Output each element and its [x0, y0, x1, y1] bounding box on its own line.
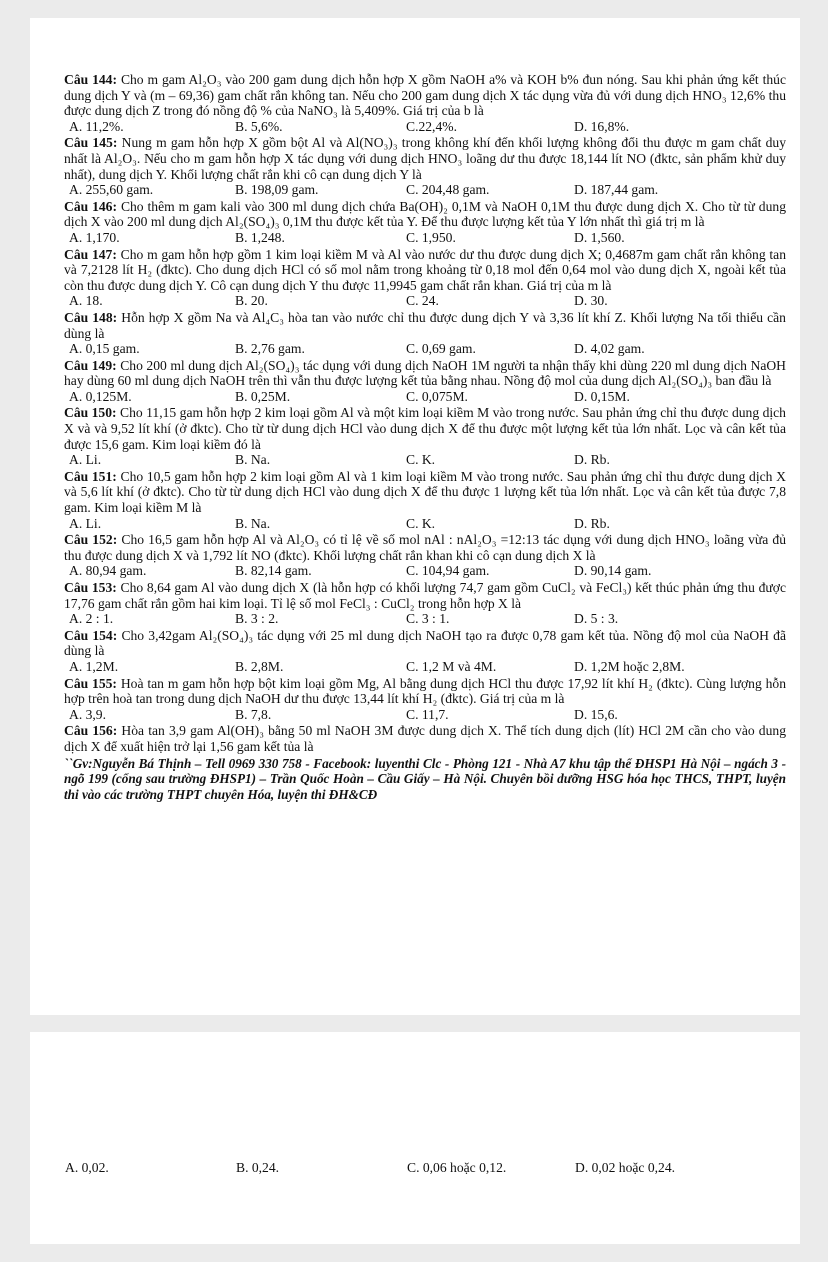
option-b: B. 3 : 2.: [235, 611, 279, 627]
question-number: Câu 144:: [64, 72, 118, 87]
option-c: C. 0,075M.: [406, 388, 468, 404]
option-a: A. 1,170.: [69, 229, 120, 245]
option-c: C. 104,94 gam.: [406, 563, 490, 579]
option-b: B. 20.: [235, 293, 268, 309]
option-b: B. 198,09 gam.: [235, 182, 319, 198]
question-155: [64, 676, 786, 723]
question-153: [64, 580, 786, 627]
option-c: C. 204,48 gam.: [406, 182, 490, 198]
option-b: B. 0,24.: [236, 1160, 280, 1175]
option-d: D. 30.: [574, 293, 608, 309]
answer-options: [64, 563, 786, 579]
question-number: Câu 146:: [64, 198, 118, 214]
option-d: D. Rb.: [574, 515, 610, 531]
question-156: [64, 723, 786, 754]
option-a: A. 0,125M.: [69, 388, 132, 404]
question-text: Cho 3,42gam Al₂(SO₄)₃ tác dụng với 25 ml dung dịch NaOH tạo ra được 0,78 gam kết tủa. Nồng độ mol của NaOH đã dùng là: [64, 627, 786, 659]
document-page-2: [30, 1032, 800, 1244]
option-d: D. Rb.: [574, 452, 610, 468]
question-text: Cho m gam hỗn hợp gồm 1 kim loại kiềm M và Al vào nước dư thu được dung dịch X; 0,4687m gam chất rắn không tan và 7,2128 lít H₂ (đktc). Cho dung dịch HCl có số mol nằm trong khoảng từ 0,18 mol đến 0,64 mol vào dung dịch X, ngoài kết tủa còn thu được dung dịch Y. Cô cạn dung dịch Y thu được 11,9945 gam chất rắn khan. Giá trị của m là: [64, 246, 786, 293]
option-c: C. 0,06 hoặc 0,12.: [407, 1160, 507, 1175]
option-c: C. 1,950.: [406, 229, 456, 245]
question-text: Hòa tan 3,9 gam Al(OH)₃ bằng 50 ml NaOH 3M được dung dịch X. Thể tích dung dịch (lít) HCl 2M cần cho vào dung dịch X để xuất hiện trở lại 1,56 gam kết tủa là: [64, 723, 786, 754]
question-list: [64, 72, 786, 755]
answer-options: [64, 389, 786, 405]
question-number: Câu 149:: [64, 357, 117, 373]
option-c: C. K.: [406, 515, 436, 531]
answer-options: [64, 119, 786, 135]
option-a: A. 255,60 gam.: [69, 182, 154, 198]
option-d: D. 16,8%.: [574, 118, 630, 134]
option-a: A. 0,15 gam.: [69, 341, 140, 357]
option-a: A. Li.: [69, 452, 102, 468]
question-text: Cho m gam Al₂O₃ vào 200 gam dung dịch hỗn hợp X gồm NaOH a% và KOH b% đun nóng. Sau khi phản ứng kết thúc dung dịch Y và (m – 69,36) gam chất rắn không tan. Nếu cho 200 gam dung dịch X tác dụng vừa đủ với dung dịch HNO₃ 12,6% thu được dung dịch Z trong đó nồng độ % của NaNO₃ là 5,409%. Giá trị của b là: [64, 72, 786, 119]
question-text: Cho 8,64 gam Al vào dung dịch X (là hỗn hợp có khối lượng 74,7 gam gồm CuCl₂ và FeCl₃) kết thúc phản ứng thu được 17,76 gam chất rắn gồm hai kim loại. Tỉ lệ số mol FeCl₃ : CuCl₂ trong hỗn hợp X là: [64, 580, 786, 611]
option-b: B. Na.: [235, 515, 271, 531]
answer-options: [64, 230, 786, 246]
author-footer: ``Gv:Nguyễn Bá Thịnh – Tell 0969 330 758 - Facebook: luyenthi Clc - Phòng 121 - Nhà A7 khu tập thể ĐHSP1 Hà Nội – ngách 3 - ngõ 199 (cổng sau trường ĐHSP1) – Trần Quốc Hoàn – Cầu Giấy – Hà Nội. Chuyên bồi dưỡng HSG hóa học THCS, THPT, luyện thi vào các trường THPT chuyên Hóa, luyện thi ĐH&CĐ: [64, 755, 786, 802]
question-number: Câu 155:: [64, 675, 117, 691]
option-a: A. 0,02.: [65, 1160, 109, 1175]
option-c: C. 11,7.: [406, 706, 449, 722]
question-text: Hoà tan m gam hỗn hợp bột kim loại gồm Mg, Al bằng dung dịch HCl thu được 17,92 lít khí H₂ (đktc). Cùng lượng hỗn hợp trên hoà tan trong dung dịch NaOH dư thu được 13,44 lít khí H₂ (đktc). Giá trị của m là: [64, 675, 787, 707]
answer-options: [64, 341, 786, 357]
option-a: A. 11,2%.: [69, 118, 124, 134]
option-b: B. 1,248.: [235, 229, 285, 245]
question-number: Câu 156:: [64, 723, 118, 739]
option-a: A. Li.: [69, 515, 102, 531]
answer-options: [64, 293, 786, 309]
question-number: Câu 151:: [64, 468, 117, 484]
option-c: C. 0,69 gam.: [406, 341, 476, 357]
answer-options: [64, 452, 786, 468]
option-a: A. 2 : 1.: [69, 611, 114, 627]
question-text: Cho 10,5 gam hỗn hợp 2 kim loại gồm Al và 1 kim loại kiềm M vào trong nước. Sau phản ứng chỉ thu được dung dịch X và 5,6 lít khí (ở đktc). Cho từ từ dung dịch HCl vào dung dịch X để thu được 1 lượng kết tủa lớn nhất. Lọc và cân kết tủa được 7,8 gam. Kim loại kiềm M là: [64, 468, 786, 516]
option-a: A. 80,94 gam.: [69, 563, 147, 579]
answer-options: [64, 707, 786, 723]
answer-options: [64, 516, 786, 532]
option-c: C. 1,2 M và 4M.: [406, 658, 497, 674]
question-number: Câu 150:: [64, 405, 117, 421]
answer-options: [64, 659, 786, 675]
option-d: D. 0,15M.: [574, 388, 630, 404]
option-a: A. 18.: [69, 293, 103, 309]
option-c: C.22,4%.: [406, 118, 457, 134]
answer-options: [65, 1160, 790, 1176]
option-a: A. 3,9.: [69, 706, 107, 722]
option-b: B. 0,25M.: [235, 388, 291, 404]
option-b: B. 7,8.: [235, 706, 272, 722]
option-c: C. K.: [406, 452, 436, 468]
question-text: Cho 200 ml dung dịch Al₂(SO₄)₃ tác dụng với dung dịch NaOH 1M người ta nhận thấy khi dùng 220 ml dung dịch NaOH hay dùng 60 ml dung dịch NaOH trên thì vẫn thu được lượng kết tủa bằng nhau. Nồng độ mol của dung dịch Al₂(SO₄)₃ ban đầu là: [64, 357, 786, 389]
question-150: [64, 405, 786, 467]
option-d: D. 1,2M hoặc 2,8M.: [574, 658, 685, 674]
question-text: Cho thêm m gam kali vào 300 ml dung dịch chứa Ba(OH)₂ 0,1M và NaOH 0,1M thu được dung dịch X. Cho từ từ dung dịch X vào 200 ml dung dịch Al₂(SO₄)₃ 0,1M thu được kết tủa Y. Để thu được lượng kết tủa Y lớn nhất thì giá trị m là: [64, 198, 786, 230]
answer-options: [64, 611, 786, 627]
option-b: B. Na.: [235, 452, 271, 468]
question-154: [64, 628, 786, 675]
question-text: Hỗn hợp X gồm Na và Al₄C₃ hòa tan vào nước chỉ thu được dung dịch Y và 3,36 lít khí Z. Khối lượng Na tối thiểu cần dùng là: [64, 309, 786, 341]
answer-options: [64, 182, 786, 198]
option-c: C. 3 : 1.: [406, 611, 450, 627]
document-page-1: [30, 18, 800, 1015]
option-d: D. 0,02 hoặc 0,24.: [575, 1160, 676, 1175]
question-text: Nung m gam hỗn hợp X gồm bột Al và Al(NO₃)₃ trong không khí đến khối lượng không đổi thu được m gam chất duy nhất là Al₂O₃. Nếu cho m gam hỗn hợp X tác dụng với dung dịch HNO₃ loãng dư thu được 18,144 lít NO (đktc, sản phẩm khử duy nhất), dung dịch Y. Khối lượng chất rắn khi cô cạn dung dịch Y là: [64, 135, 786, 182]
question-text: Cho 11,15 gam hỗn hợp 2 kim loại gồm Al và một kim loại kiềm M vào trong nước. Sau phản ứng chỉ thu được dung dịch X và và 9,52 lít khí (ở đktc). Cho từ từ dung dịch HCl vào dung dịch X để thu được một lượng kết tủa lớn nhất. Lọc và cân kết tủa được 15,6 gam. Kim loại kiềm đó là: [64, 405, 786, 452]
question-149: [64, 358, 786, 405]
question-number: Câu 147:: [64, 246, 117, 262]
question-text: Cho 16,5 gam hỗn hợp Al và Al₂O₃ có tỉ lệ về số mol nAl : nAl₂O₃ =12:13 tác dụng với dung dịch HNO₃ loãng vừa đủ thu được dung dịch X và 1,792 lít NO (đktc). Khối lượng chất rắn khan khi cô cạn dung dịch X là: [64, 532, 786, 563]
option-d: D. 5 : 3.: [574, 611, 619, 627]
question-144: [64, 72, 786, 134]
question-number: Câu 145:: [64, 135, 118, 151]
option-d: D. 1,560.: [574, 229, 625, 245]
option-d: D. 4,02 gam.: [574, 341, 645, 357]
option-b: B. 5,6%.: [235, 118, 283, 134]
option-d: D. 15,6.: [574, 706, 618, 722]
question-number: Câu 148:: [64, 309, 118, 325]
question-146: [64, 199, 786, 246]
question-number: Câu 152:: [64, 532, 118, 548]
question-number: Câu 153:: [64, 580, 117, 595]
option-a: A. 1,2M.: [69, 658, 119, 674]
question-148: [64, 310, 786, 357]
question-number: Câu 154:: [64, 627, 118, 643]
question-145: [64, 135, 786, 197]
question-151: [64, 469, 786, 531]
option-d: D. 90,14 gam.: [574, 563, 652, 579]
option-b: B. 2,76 gam.: [235, 341, 305, 357]
question-152: [64, 532, 786, 579]
question-147: [64, 247, 786, 309]
option-b: B. 2,8M.: [235, 658, 284, 674]
option-c: C. 24.: [406, 293, 439, 309]
option-d: D. 187,44 gam.: [574, 182, 659, 198]
option-b: B. 82,14 gam.: [235, 563, 312, 579]
